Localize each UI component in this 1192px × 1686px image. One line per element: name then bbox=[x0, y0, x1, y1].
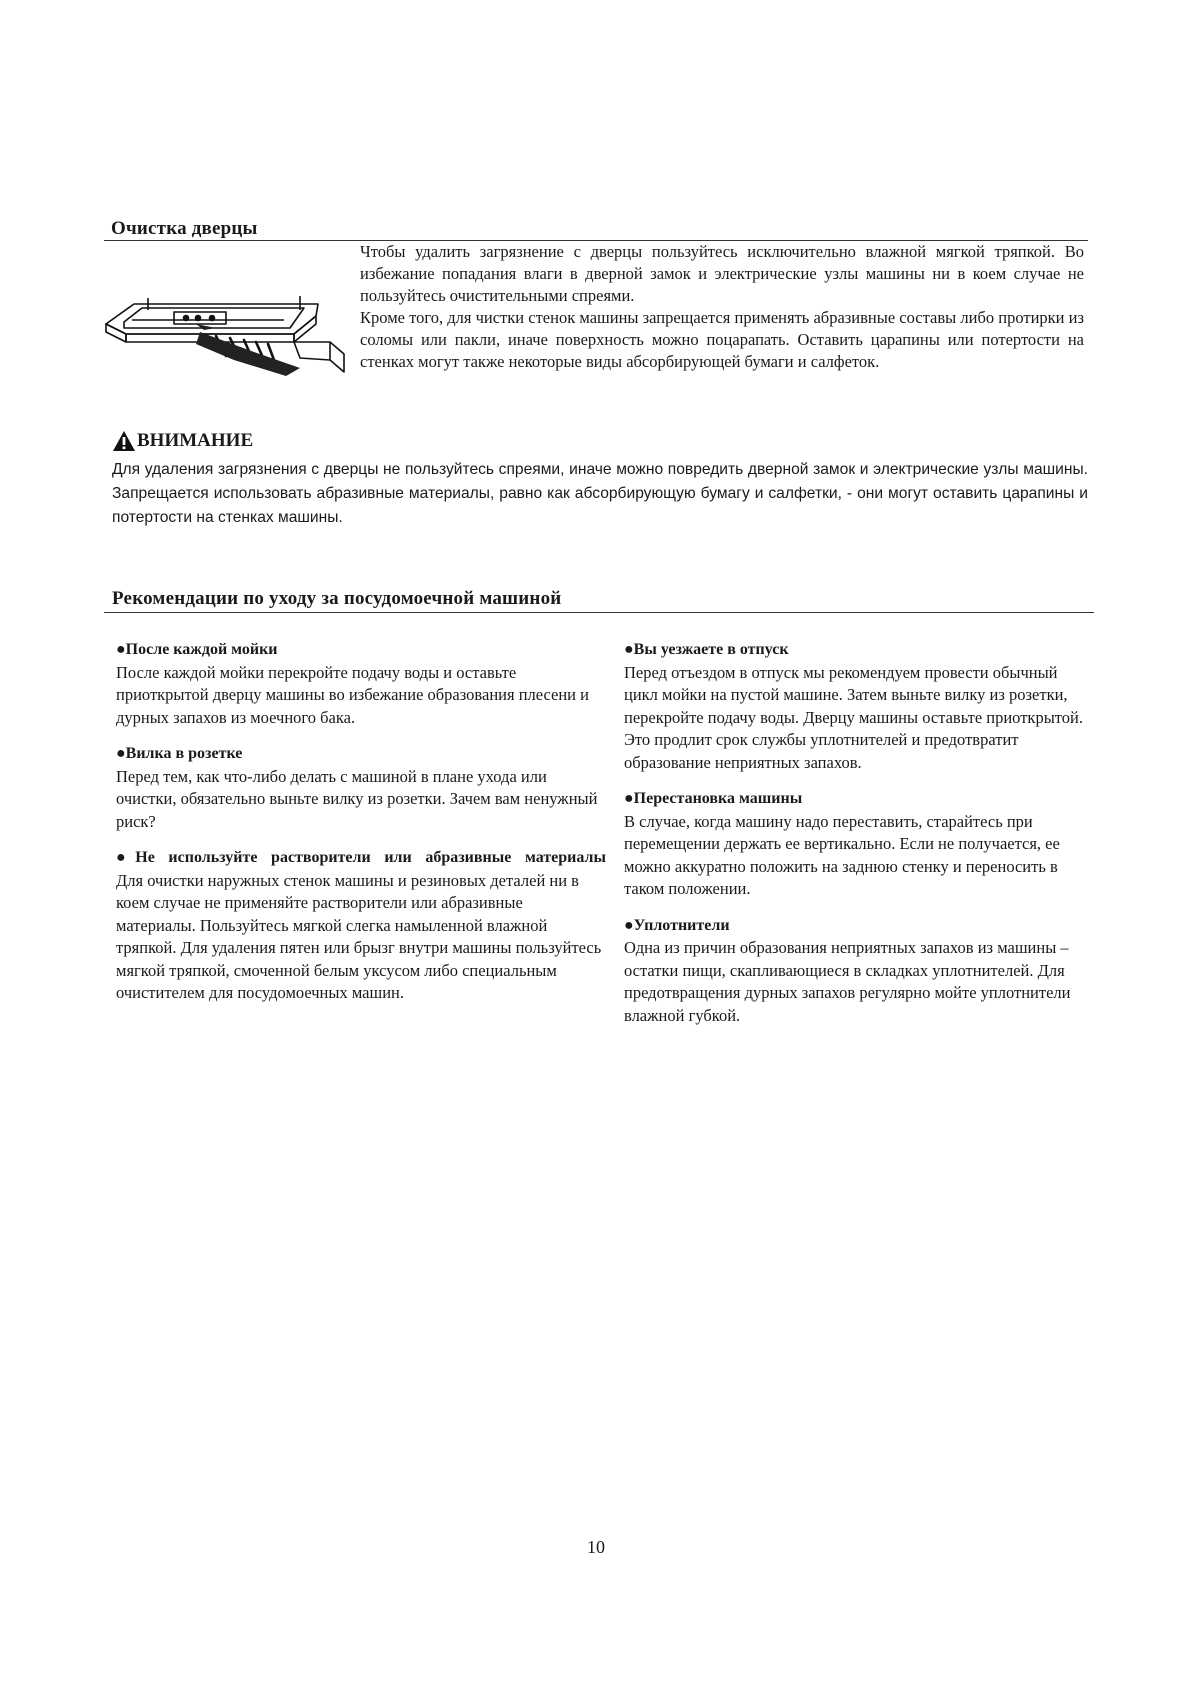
door-cleaning-text bbox=[360, 241, 1084, 373]
warning-triangle-icon bbox=[112, 430, 136, 452]
care-item-text: После каждой мойки перекройте подачу воды и оставьте приоткрытой дверцу машины во избежание образования плесени и дурных запахов из моечного бака. bbox=[116, 662, 589, 727]
care-item-text: Одна из причин образования неприятных запахов из машины – остатки пищи, скапливающиеся в складках уплотнителей. Для предотвращения дурных запахов регулярно мойте уплотнители влажной губкой. bbox=[624, 938, 1071, 1025]
dishwasher-door-illustration bbox=[104, 276, 346, 386]
warning-title: ВНИМАНИЕ bbox=[137, 430, 254, 451]
care-item-title: ●После каждой мойки bbox=[116, 641, 278, 658]
care-item-moving bbox=[624, 788, 1086, 901]
care-section-title: Рекомендации по уходу за посудомоечной машиной bbox=[112, 588, 562, 609]
care-right-column bbox=[624, 639, 1086, 1041]
care-item-title: ●Уплотнители bbox=[624, 916, 730, 934]
care-item-plug bbox=[116, 743, 606, 833]
care-item-no-solvents bbox=[116, 847, 606, 1005]
care-item-vacation bbox=[624, 639, 1086, 774]
care-title-rule bbox=[104, 612, 1094, 613]
care-item-text: Перед тем, как что-либо делать с машиной в плане ухода или очистки, обязательно выньте вилку из розетки. Зачем вам ненужный риск? bbox=[116, 766, 598, 831]
care-item-seals bbox=[624, 915, 1086, 1028]
care-left-column bbox=[116, 639, 606, 1019]
page-number: 10 bbox=[587, 1537, 605, 1557]
care-item-text: Перед отъездом в отпуск мы рекомендуем провести обычный цикл мойки на пустой машине. Затем выньте вилку из розетки, перекройте подачу воды. Дверцу машины оставьте приоткрытой. Это продлит срок службы уплотнителей и предотвратит образование неприятных запахов. bbox=[624, 662, 1083, 772]
care-item-title: ●Вы уезжаете в отпуск bbox=[624, 641, 789, 658]
care-item-after-wash bbox=[116, 639, 606, 729]
care-item-text: В случае, когда машину надо переставить, старайтесь при перемещении держать ее вертикально. Если не получается, ее можно аккуратно положить на заднюю стенку и переносить в таком положении. bbox=[624, 811, 1060, 898]
care-item-title: ●Не используйте растворители или абразивные материалы bbox=[116, 849, 606, 866]
care-item-title: ●Перестановка машины bbox=[624, 790, 803, 807]
door-wipe-icon bbox=[104, 276, 346, 386]
warning-text: Для удаления загрязнения с дверцы не пользуйтесь спреями, иначе можно повредить дверной замок и электрические узлы машины. Запрещается использовать абразивные материалы, равно как абсорбирующую бумагу и салфетки, - они могут оставить царапины и потертости на стенках машины. bbox=[112, 461, 1088, 526]
care-item-title: ●Вилка в розетке bbox=[116, 745, 243, 762]
warning-heading bbox=[112, 430, 253, 452]
door-cleaning-title: Очистка дверцы bbox=[111, 218, 258, 239]
door-paragraph-1: Чтобы удалить загрязнение с дверцы пользуйтесь исключительно влажной мягкой тряпкой. Во избежание попадания влаги в дверной замок и электрические узлы машины ни в коем случае не пользуйтесь очистительными спреями. bbox=[360, 242, 1084, 305]
door-paragraph-2: Кроме того, для чистки стенок машины запрещается применять абразивные составы либо протирки из соломы или пакли, иначе поверхность можно поцарапать. Оставить царапины или потертости на стенках могут также некоторые виды абсорбирующей бумаги и салфеток. bbox=[360, 308, 1084, 371]
care-item-text: Для очистки наружных стенок машины и резиновых деталей ни в коем случае не применяйте растворители или абразивные материалы. Пользуйтесь мягкой слегка намыленной влажной тряпкой. Для удаления пятен или брызг внутри машины пользуйтесь мягкой тряпкой, смоченной белым уксусом либо специальным очистителем для посудомоечных машин. bbox=[116, 870, 602, 1002]
